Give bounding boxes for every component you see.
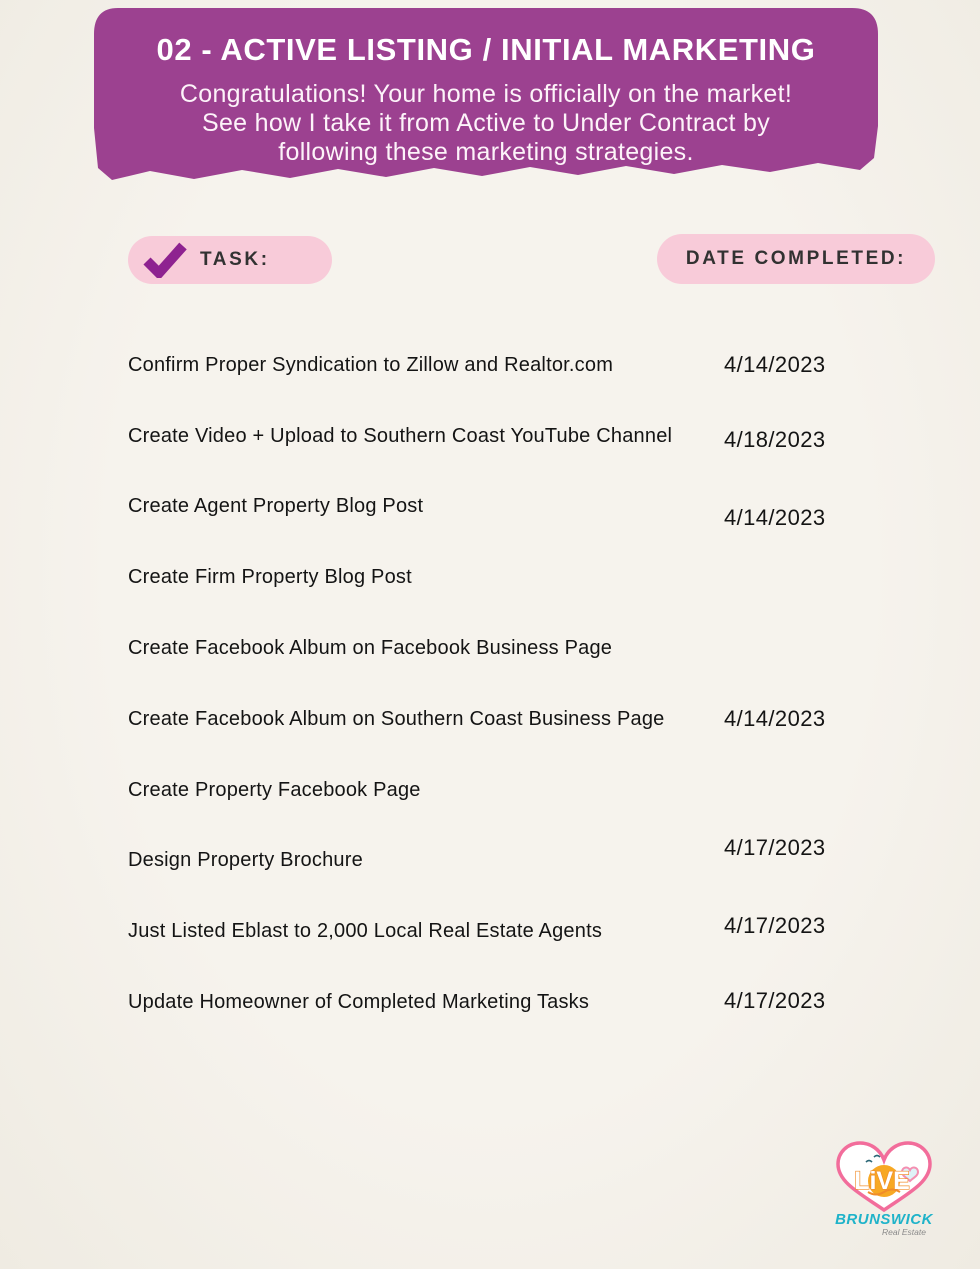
date-completed: 4/14/2023 bbox=[724, 706, 826, 732]
task-column-header bbox=[128, 236, 332, 284]
task-text: Create Facebook Album on Southern Coast Business Page bbox=[128, 707, 665, 730]
task-row bbox=[128, 542, 935, 613]
task-text: Just Listed Eblast to 2,000 Local Real Estate Agents bbox=[128, 920, 603, 943]
task-text: Design Property Brochure bbox=[128, 849, 363, 872]
task-column-label: TASK: bbox=[200, 249, 270, 270]
date-completed: 4/14/2023 bbox=[724, 504, 826, 530]
task-row bbox=[128, 896, 935, 967]
header-subtitle-line: See how I take it from Active to Under Contract by bbox=[201, 109, 771, 137]
header-subtitle-line: following these marketing strategies. bbox=[278, 138, 694, 166]
task-row bbox=[128, 826, 935, 897]
date-column-header bbox=[657, 234, 935, 284]
task-row bbox=[128, 967, 935, 1038]
task-text: Update Homeowner of Completed Marketing Tasks bbox=[128, 991, 590, 1014]
task-text: Create Firm Property Blog Post bbox=[128, 566, 412, 589]
task-text: Confirm Proper Syndication to Zillow and Realtor.com bbox=[128, 353, 614, 376]
task-text: Create Facebook Album on Facebook Business Page bbox=[128, 637, 613, 660]
task-row bbox=[128, 401, 935, 472]
logo-live-text: LiVE bbox=[854, 1167, 910, 1195]
task-text: Create Property Facebook Page bbox=[128, 778, 421, 801]
date-completed: 4/17/2023 bbox=[724, 912, 826, 938]
task-row bbox=[128, 330, 935, 401]
date-completed: 4/18/2023 bbox=[724, 427, 826, 453]
task-row bbox=[128, 472, 935, 543]
page-title: 02 - ACTIVE LISTING / INITIAL MARKETING bbox=[156, 32, 816, 67]
task-list bbox=[128, 330, 935, 1038]
task-row bbox=[128, 684, 935, 755]
date-column-label: DATE COMPLETED: bbox=[685, 248, 907, 269]
header-banner bbox=[92, 8, 880, 194]
header-subtitle bbox=[92, 80, 880, 167]
task-row bbox=[128, 755, 935, 826]
logo-tagline-text: Real Estate bbox=[882, 1227, 926, 1237]
logo-brand-text: BRUNSWICK bbox=[835, 1211, 933, 1228]
brand-logo-graphic bbox=[824, 1136, 944, 1240]
date-completed: 4/14/2023 bbox=[724, 352, 826, 378]
task-text: Create Agent Property Blog Post bbox=[128, 495, 424, 518]
brand-logo bbox=[824, 1136, 944, 1240]
date-completed: 4/17/2023 bbox=[724, 834, 826, 860]
check-icon bbox=[142, 242, 188, 278]
header-subtitle-line: Congratulations! Your home is officially on the market! bbox=[179, 80, 793, 108]
date-completed: 4/17/2023 bbox=[724, 987, 826, 1013]
task-text: Create Video + Upload to Southern Coast YouTube Channel bbox=[128, 424, 673, 447]
task-row bbox=[128, 613, 935, 684]
